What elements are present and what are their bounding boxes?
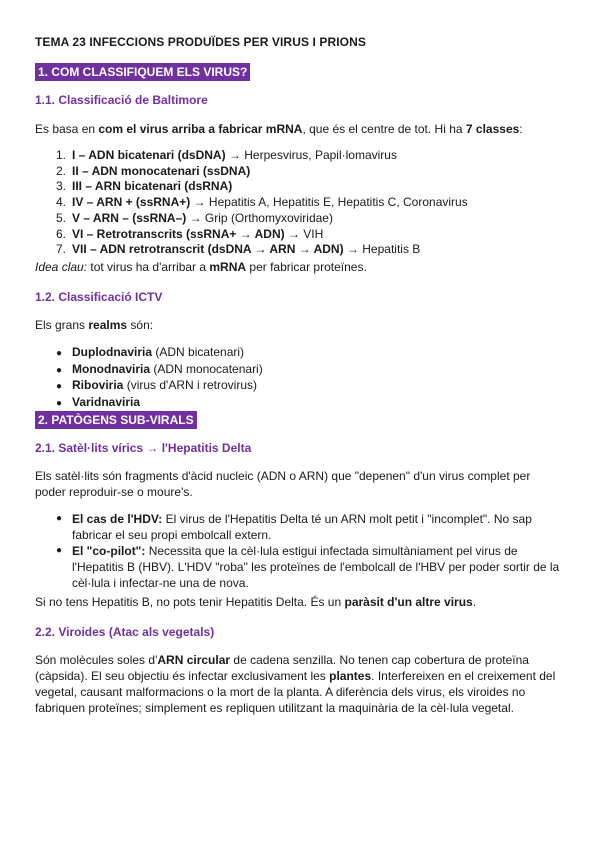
hdv-bullets: [56, 511, 571, 591]
subsection-1-2-heading: 1.2. Classificació ICTV: [35, 290, 163, 304]
list-item: ● Riboviria (virus d'ARN i retrovirus): [56, 378, 263, 395]
document-title: TEMA 23 INFECCIONS PRODUÏDES PER VIRUS I PRIONS: [35, 35, 366, 49]
bullet-dot-icon: ●: [56, 364, 63, 376]
realms-list: [56, 345, 263, 411]
section-2-heading: 2. PATÒGENS SUB-VIRALS: [35, 411, 197, 429]
list-item: ● El "co-pilot": Necessita que la cèl·lula estigui infectada simultàniament pel virus de l'Hepatitis B (HBV). L'HDV "roba" les proteïnes de l'embolcall de l'HBV per poder sortir de la cèl·lula i infectar-ne una de nova.: [56, 544, 560, 590]
key-idea: Idea clau: tot virus ha d'arribar a mRNA per fabricar proteïnes.: [35, 260, 367, 274]
list-item: 1. I – ADN bicatenari (dsDNA) → Herpesvirus, Papil·lomavirus: [56, 148, 397, 162]
list-item: 5. V – ARN – (ssRNA–) → Grip (Orthomyxoviridae): [56, 210, 333, 225]
baltimore-intro: Es basa en com el virus arriba a fabricar mRNA, que és el centre de tot. Hi ha 7 classes:: [35, 122, 523, 136]
bullet-dot-icon: ●: [56, 348, 63, 359]
list-item: ● Varidnaviria: [56, 395, 263, 412]
subsection-2-2-heading: 2.2. Viroides (Atac als vegetals): [35, 625, 215, 639]
satellites-paragraph: Els satèl·lits són fragments d'àcid nucleic (ADN o ARN) que "depenen" d'un virus complet per poder reproduir-se o moure's.: [35, 469, 531, 499]
list-item: ● El cas de l'HDV: El virus de l'Hepatitis Delta té un ARN molt petit i "incomplet". No sap fabricar el seu propi embolcall extern.: [56, 512, 532, 542]
bullet-dot-icon: ●: [56, 545, 63, 556]
list-item: ● Monodnaviria (ADN monocatenari): [56, 362, 263, 379]
list-item: 4. IV – ARN + (ssRNA+) → Hepatitis A, Hepatitis E, Hepatitis C, Coronavirus: [56, 195, 468, 210]
bullet-dot-icon: ●: [56, 397, 63, 409]
list-item: 2. II – ADN monocatenari (ssDNA): [56, 163, 251, 178]
subsection-2-1-heading: 2.1. Satèl·lits vírics → l'Hepatitis Delta: [35, 441, 252, 455]
ictv-intro: Els grans realms són:: [35, 318, 154, 332]
bullet-dot-icon: ●: [56, 513, 63, 524]
baltimore-class-list: [56, 148, 468, 258]
list-item: 3. III – ARN bicatenari (dsRNA): [56, 179, 233, 194]
bullet-dot-icon: ●: [56, 381, 63, 392]
list-item: 7. VII – ADN retrotranscrit (dsDNA → ARN → ADN) → Hepatitis B: [56, 242, 421, 257]
hdv-closing: Si no tens Hepatitis B, no pots tenir Hepatitis Delta. És un paràsit d'un altre virus.: [35, 595, 477, 609]
subsection-1-1-heading: 1.1. Classificació de Baltimore: [35, 93, 208, 107]
section-1-heading: 1. COM CLASSIFIQUEM ELS VIRUS?: [35, 63, 250, 81]
viroids-paragraph: Són molècules soles d'ARN circular de cadena senzilla. No tenen cap cobertura de proteïna (càpsida). El seu objectiu és infectar exclusivament les plantes. Interfereixen en el creixement del vegetal, causant malformacions o la mort de la planta. A diferència dels virus, els viroides no fabriquen proteïnes; simplement es repliquen utilitzant la maquinària de la cèl·lula vegetal.: [35, 653, 556, 715]
list-item: ● Duplodnaviria (ADN bicatenari): [56, 345, 263, 362]
list-item: 6. VI – Retrotranscrits (ssRNA+ → ADN) → VIH: [56, 226, 324, 241]
